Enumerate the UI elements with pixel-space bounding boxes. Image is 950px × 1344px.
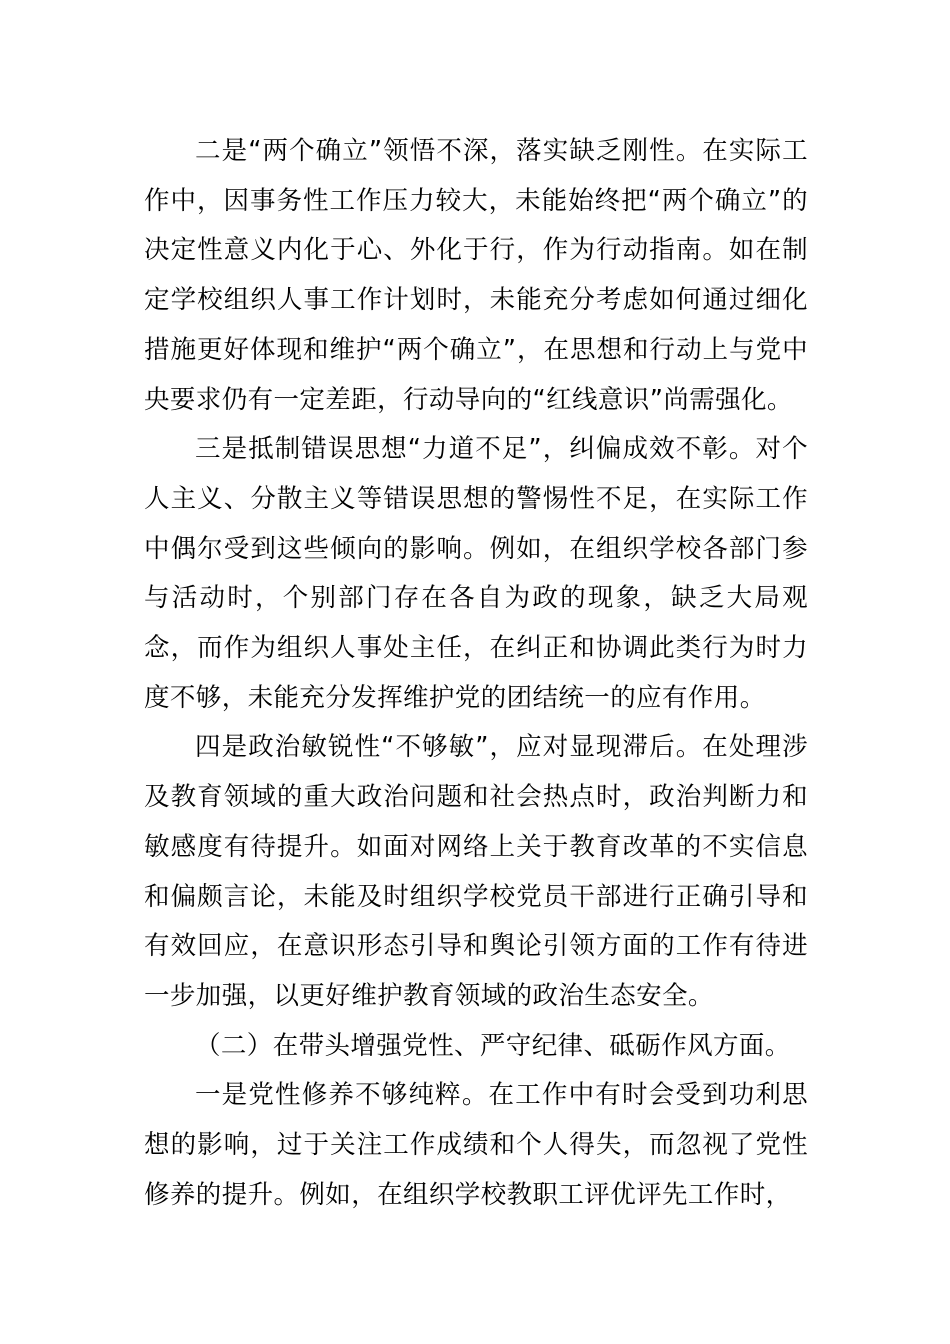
paragraph-political-sensitivity: 四是政治敏锐性“不够敏”，应对显现滞后。在处理涉及教育领域的重大政治问题和社会热点时，政治判断力和敏感度有待提升。如面对网络上关于教育改革的不实信息和偏颇言论，未能及时组织学校党员干部进行正确引导和有效回应，在意识形态引导和舆论引领方面的工作有待进一步加强，以更好维护教育领域的政治生态安全。 — [144, 732, 808, 1011]
paragraph-two-establishments: 二是“两个确立”领悟不深，落实缺乏刚性。在实际工作中，因事务性工作压力较大，未能始终把“两个确立”的决定性意义内化于心、外化于行，作为行动指南。如在制定学校组织人事工作计划时，未能充分考虑如何通过细化措施更好体现和维护“两个确立”，在思想和行动上与党中央要求仍有一定差距，行动导向的“红线意识”尚需强化。 — [144, 136, 808, 415]
paragraph-party-cultivation: 一是党性修养不够纯粹。在工作中有时会受到功利思想的影响，过于关注工作成绩和个人得失，而忽视了党性修养的提升。例如，在组织学校教职工评优评先工作时， — [144, 1080, 808, 1210]
paragraph-resist-wrong-thoughts: 三是抵制错误思想“力道不足”，纠偏成效不彰。对个人主义、分散主义等错误思想的警惕性不足，在实际工作中偶尔受到这些倾向的影响。例如，在组织学校各部门参与活动时，个别部门存在各自为政的现象，缺乏大局观念，而作为组织人事处主任，在纠正和协调此类行为时力度不够，未能充分发挥维护党的团结统一的应有作用。 — [144, 434, 808, 713]
section-heading-party-spirit: （二）在带头增强党性、严守纪律、砥砺作风方面。 — [195, 1030, 791, 1061]
document-body — [144, 127, 808, 1220]
